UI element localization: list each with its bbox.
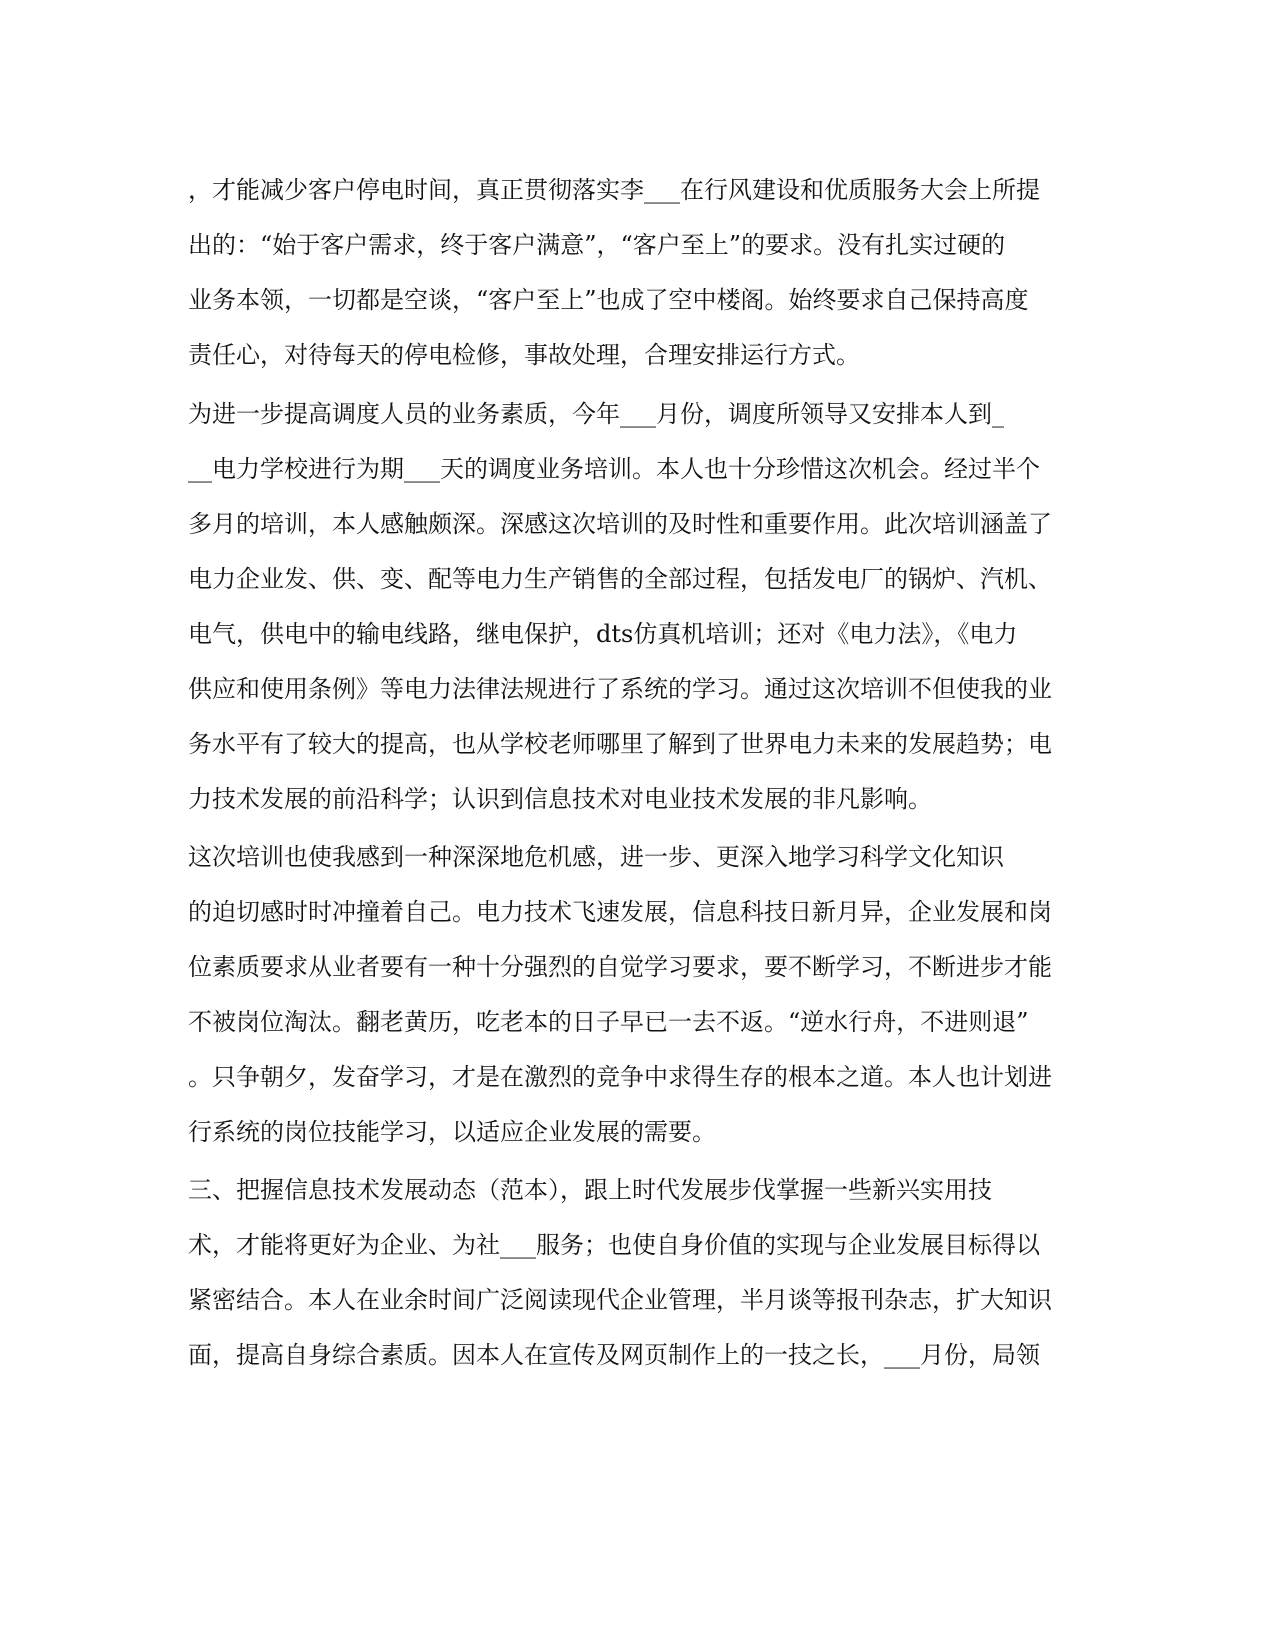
text-line: 出的：“始于客户需求，终于客户满意”，“客户至上”的要求。没有扎实过硬的	[188, 231, 1006, 259]
text-line: 为进一步提高调度人员的业务素质，今年___月份，调度所领导又安排本人到_	[188, 400, 1004, 428]
text-line: 责任心，对待每天的停电检修，事故处理，合理安排运行方式。	[188, 341, 860, 369]
text-line: 面，提高自身综合素质。因本人在宣传及网页制作上的一技之长，___月份，局领	[188, 1341, 1040, 1369]
text-line: __电力学校进行为期___天的调度业务培训。本人也十分珍惜这次机会。经过半个	[188, 455, 1040, 483]
text-line: 位素质要求从业者要有一种十分强烈的自觉学习要求，要不断学习，不断进步才能	[188, 953, 1052, 981]
text-line: 紧密结合。本人在业余时间广泛阅读现代企业管理，半月谈等报刊杂志，扩大知识	[188, 1286, 1052, 1314]
text-line: 多月的培训，本人感触颇深。深感这次培训的及时性和重要作用。此次培训涵盖了	[188, 510, 1052, 538]
text-line: 行系统的岗位技能学习，以适应企业发展的需要。	[188, 1118, 716, 1146]
text-line: 不被岗位淘汰。翻老黄历，吃老本的日子早已一去不返。“逆水行舟，不进则退”	[188, 1008, 1029, 1036]
text-line: 电气，供电中的输电线路，继电保护，dts仿真机培训；还对《电力法》，《电力	[188, 620, 1018, 648]
text-line: 供应和使用条例》等电力法律法规进行了系统的学习。通过这次培训不但使我的业	[188, 675, 1052, 703]
text-line: 电力企业发、供、变、配等电力生产销售的全部过程，包括发电厂的锅炉、汽机、	[188, 565, 1052, 593]
text-line: 务水平有了较大的提高，也从学校老师哪里了解到了世界电力未来的发展趋势；电	[188, 730, 1052, 758]
text-line: 三、把握信息技术发展动态（范本），跟上时代发展步伐掌握一些新兴实用技	[188, 1176, 992, 1204]
text-line: 的迫切感时时冲撞着自己。电力技术飞速发展，信息科技日新月异，企业发展和岗	[188, 898, 1052, 926]
text-line: 这次培训也使我感到一种深深地危机感，进一步、更深入地学习科学文化知识	[188, 843, 1004, 871]
text-line: 力技术发展的前沿科学；认识到信息技术对电业技术发展的非凡影响。	[188, 785, 932, 813]
text-line: ，才能减少客户停电时间，真正贯彻落实李___在行风建设和优质服务大会上所提	[188, 176, 1040, 204]
text-line: 术，才能将更好为企业、为社___服务；也使自身价值的实现与企业发展目标得以	[188, 1231, 1040, 1259]
text-line: 。只争朝夕，发奋学习，才是在激烈的竞争中求得生存的根本之道。本人也计划进	[188, 1063, 1052, 1091]
text-line: 业务本领，一切都是空谈，“客户至上”也成了空中楼阁。始终要求自己保持高度	[188, 286, 1029, 314]
